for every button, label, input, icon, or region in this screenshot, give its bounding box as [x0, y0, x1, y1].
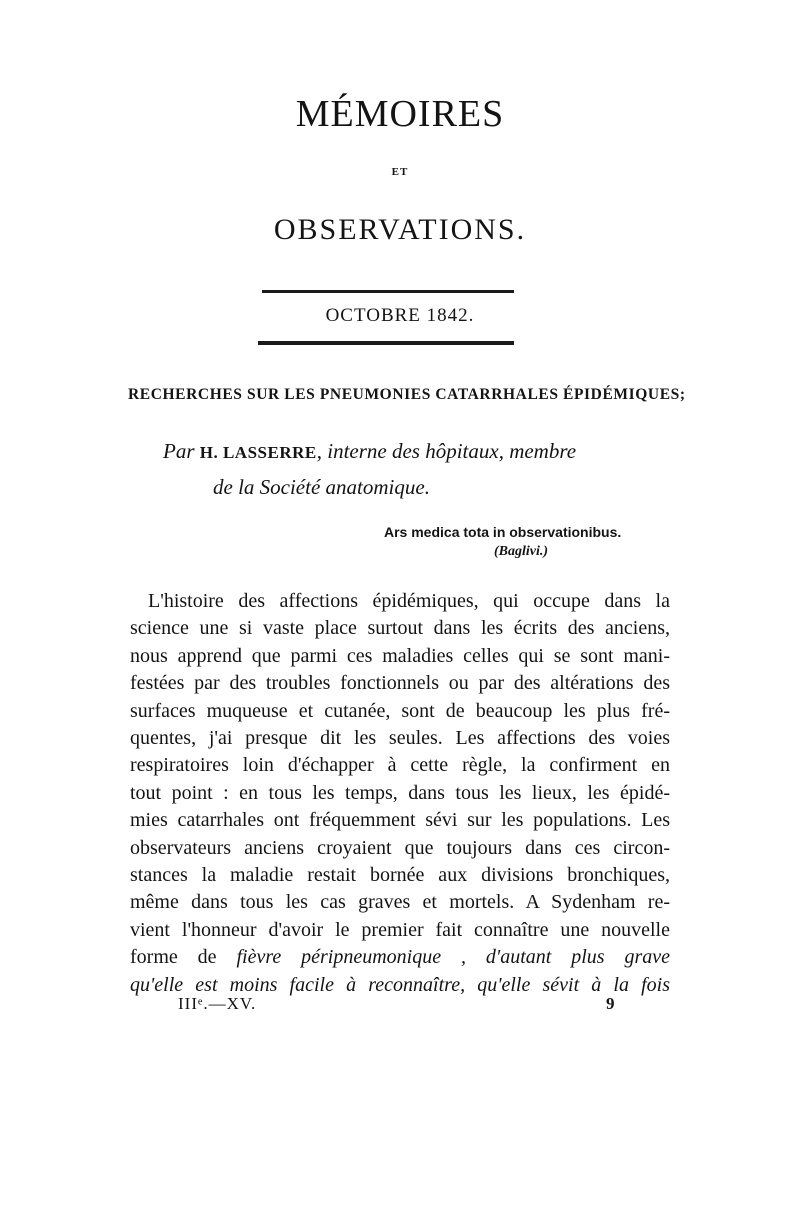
bottom-rule-divider: [258, 341, 514, 345]
article-heading: RECHERCHES SUR LES PNEUMONIES CATARRHALES ÉPIDÉMIQUES;: [128, 386, 686, 403]
body-line: festées par des troubles fonctionnels ou par des altérations des: [130, 672, 670, 695]
body-line-italic: qu'elle est moins facile à reconnaître, qu'elle sévit à la fois: [130, 973, 670, 996]
body-line-mixed: [130, 944, 670, 971]
top-rule-divider: [262, 290, 514, 293]
body-line: tout point : en tous les temps, dans tous les lieux, les épidé-: [130, 781, 670, 804]
body-line: vient l'honneur d'avoir le premier fait connaître une nouvelle: [130, 918, 670, 941]
body-line: L'histoire des affections épidémiques, qui occupe dans la: [148, 590, 670, 612]
title-memoires: MÉMOIRES: [295, 93, 505, 135]
title-observations: OBSERVATIONS.: [273, 213, 527, 246]
body-line: observateurs anciens croyaient que toujours dans ces circon-: [130, 836, 670, 859]
body-line: nous apprend que parmi ces maladies celles qui se sont mani-: [130, 644, 670, 667]
page-number: 9: [606, 994, 615, 1013]
body-line: respiratoires loin d'échapper à cette règle, la confirment en: [130, 754, 670, 777]
body-line-14-italic: fièvre péripneumonique , d'autant plus grave: [236, 946, 670, 969]
body-line: même dans tous les cas graves et mortels. A Sydenham re-: [130, 891, 670, 914]
author-affiliation-1: , interne des hôpitaux, membre: [316, 439, 577, 463]
issue-date: OCTOBRE 1842.: [325, 305, 475, 326]
body-line: stances la maladie restait bornée aux divisions bronchiques,: [130, 864, 670, 887]
epigraph: [384, 523, 621, 561]
body-line: mies catarrhales ont fréquemment sévi sur les populations. Les: [130, 809, 670, 832]
byline-prefix: Par: [163, 439, 195, 463]
body-line: surfaces muqueuse et cutanée, sont de beaucoup les plus fré-: [130, 699, 670, 722]
epigraph-source: (Baglivi.): [494, 544, 549, 559]
body-text: [130, 588, 670, 999]
epigraph-quote: Ars medica tota in observationibus.: [384, 524, 622, 540]
body-line-14-start: forme de: [130, 946, 237, 969]
body-line: quentes, j'ai presque dit les seules. Les affections des voies: [130, 727, 670, 750]
signature-mark: IIIᵉ.—XV.: [178, 994, 257, 1013]
title-conjunction: ET: [391, 166, 409, 178]
author-affiliation-2: de la Société anatomique.: [213, 475, 430, 499]
byline: [163, 434, 576, 504]
byline-line-1: [163, 434, 576, 470]
author-name: H. LASSERRE: [199, 443, 317, 462]
body-line: science une si vaste place surtout dans les écrits des anciens,: [130, 617, 670, 640]
